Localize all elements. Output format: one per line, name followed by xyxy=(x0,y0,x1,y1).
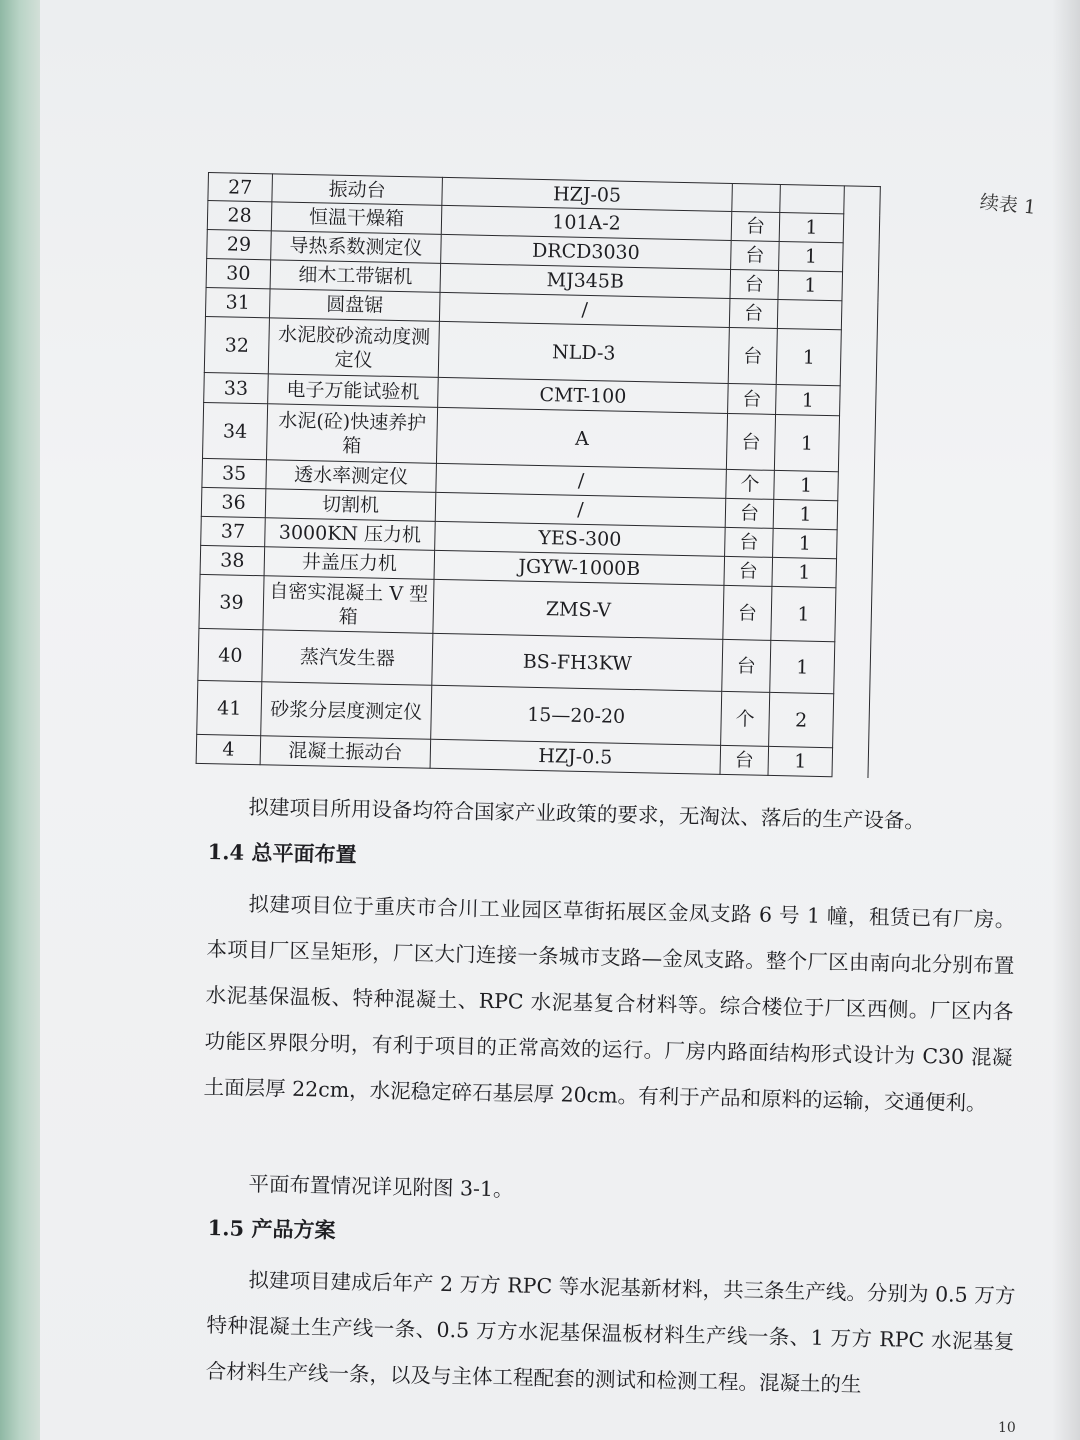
equipment-quantity: 1 xyxy=(770,640,835,693)
continued-table-label: 续表 1 xyxy=(978,191,1037,219)
row-number: 36 xyxy=(201,487,266,517)
equipment-quantity: 1 xyxy=(774,470,839,500)
row-number: 32 xyxy=(204,316,269,373)
equipment-quantity xyxy=(780,184,845,213)
equipment-model: MJ345B xyxy=(440,263,731,298)
equipment-quantity: 1 xyxy=(774,414,839,471)
product-plan-paragraph: 拟建项目建成后年产 2 万方 RPC 等水泥基新材料，共三条生产线。分别为 0.5 万方特种混凝土生产线一条、0.5 万方水泥基保温板材料生产线一条、1 万方 RPC 水泥基复合材料生产线一条，以及与主体工程配套的测试和检测工程。混凝土的生 xyxy=(205,1267,1016,1397)
equipment-model: 101A-2 xyxy=(441,205,732,240)
equipment-quantity xyxy=(777,299,842,329)
equipment-quantity: 1 xyxy=(776,384,841,415)
equipment-name: 圆盘锯 xyxy=(269,289,440,322)
equipment-unit: 台 xyxy=(731,240,780,270)
equipment-unit: 台 xyxy=(730,269,779,299)
equipment-quantity: 1 xyxy=(773,499,838,529)
equipment-name: 电子万能试验机 xyxy=(268,374,439,408)
equipment-unit: 台 xyxy=(720,745,769,775)
equipment-model: HZJ-05 xyxy=(442,177,733,211)
equipment-unit: 台 xyxy=(726,413,775,470)
equipment-name: 导热系数测定仪 xyxy=(271,231,442,264)
row-number: 31 xyxy=(205,287,270,317)
equipment-unit: 台 xyxy=(731,211,780,241)
equipment-unit: 个 xyxy=(726,469,775,499)
row-number: 39 xyxy=(199,574,264,629)
page-shadow xyxy=(1052,0,1080,1440)
equipment-quantity: 1 xyxy=(778,270,843,300)
equipment-table xyxy=(196,172,881,778)
row-number: 29 xyxy=(207,229,272,259)
equipment-model: NLD-3 xyxy=(438,321,729,383)
page-number: 10 xyxy=(998,1420,1016,1436)
equipment-unit: 个 xyxy=(721,691,770,746)
equipment-name: 砂浆分层度测定仪 xyxy=(261,682,432,740)
adjacent-page-edge xyxy=(0,0,44,1440)
equipment-model: / xyxy=(436,463,727,498)
equipment-unit: 台 xyxy=(728,383,777,414)
equipment-name: 水泥胶砂流动度测定仪 xyxy=(268,318,439,378)
compliance-paragraph: 拟建项目所用设备均符合国家产业政策的要求，无淘汰、落后的生产设备。 xyxy=(248,794,926,834)
equipment-unit: 台 xyxy=(728,327,777,384)
row-number: 28 xyxy=(207,201,272,231)
equipment-model: / xyxy=(439,292,730,327)
equipment-model: BS-FH3KW xyxy=(432,633,723,691)
equipment-model: HZJ-0.5 xyxy=(430,739,721,774)
equipment-model: DRCD3030 xyxy=(441,234,732,269)
row-number: 27 xyxy=(208,173,273,202)
equipment-quantity: 1 xyxy=(776,328,841,385)
equipment-model: 15—20-20 xyxy=(431,685,722,745)
equipment-name: 自密实混凝土 V 型箱 xyxy=(263,576,434,634)
row-number: 33 xyxy=(204,372,269,403)
equipment-quantity: 1 xyxy=(779,212,844,242)
equipment-name: 切割机 xyxy=(265,489,436,522)
row-number: 34 xyxy=(202,402,267,459)
row-number: 30 xyxy=(206,258,271,288)
equipment-unit: 台 xyxy=(725,498,774,528)
section-heading-product-plan: 1.5 产品方案 xyxy=(207,1214,336,1243)
equipment-name: 井盖压力机 xyxy=(264,547,435,580)
equipment-name: 透水率测定仪 xyxy=(266,460,437,493)
equipment-name: 3000KN 压力机 xyxy=(265,518,436,551)
equipment-name: 振动台 xyxy=(272,174,443,206)
row-number: 4 xyxy=(196,734,261,764)
equipment-name: 细木工带锯机 xyxy=(270,260,441,293)
equipment-name: 恒温干燥箱 xyxy=(271,202,442,235)
equipment-quantity: 1 xyxy=(779,241,844,271)
row-number: 37 xyxy=(201,516,266,546)
equipment-name: 蒸汽发生器 xyxy=(262,630,433,686)
equipment-quantity: 1 xyxy=(771,586,836,641)
equipment-name: 水泥(砼)快速养护箱 xyxy=(266,404,437,464)
row-number: 41 xyxy=(197,680,262,735)
equipment-unit: 台 xyxy=(724,556,773,586)
site-layout-reference: 平面布置情况详见附图 3-1。 xyxy=(248,1171,514,1202)
equipment-quantity: 1 xyxy=(768,746,833,776)
equipment-model: / xyxy=(435,492,726,527)
equipment-unit: 台 xyxy=(722,639,771,692)
equipment-quantity: 2 xyxy=(769,692,834,747)
row-number: 35 xyxy=(202,458,267,488)
equipment-quantity: 1 xyxy=(772,557,837,587)
row-number: 38 xyxy=(200,545,265,575)
equipment-model: JGYW-1000B xyxy=(434,550,725,585)
equipment-unit: 台 xyxy=(723,585,772,640)
equipment-model: CMT-100 xyxy=(438,377,729,413)
equipment-model: YES-300 xyxy=(435,521,726,556)
equipment-unit: 台 xyxy=(729,298,778,328)
equipment-model: ZMS-V xyxy=(433,579,724,639)
equipment-model: A xyxy=(436,407,727,469)
equipment-name: 混凝土振动台 xyxy=(260,736,431,769)
section-heading-site-layout: 1.4 总平面布置 xyxy=(207,838,357,868)
row-number: 40 xyxy=(198,628,263,681)
equipment-unit xyxy=(732,183,781,212)
equipment-quantity: 1 xyxy=(773,528,838,558)
equipment-unit: 台 xyxy=(725,527,774,557)
site-layout-paragraph: 拟建项目位于重庆市合川工业园区草街拓展区金凤支路 6 号 1 幢，租赁已有厂房。本项目厂区呈矩形，厂区大门连接一条城市支路—金凤支路。整个厂区由南向北分别布置水泥基保温板、特种混凝土、RPC 水泥基复合材料等。综合楼位于厂区西侧。厂区内各功能区界限分明，有利于项目的正常高效的运行。厂房内路面结构形式设计为 C30 混凝土面层厚 22cm，水泥稳定碎石基层厚 20cm。有利于产品和原料的运输，交通便利。 xyxy=(203,891,1016,1116)
